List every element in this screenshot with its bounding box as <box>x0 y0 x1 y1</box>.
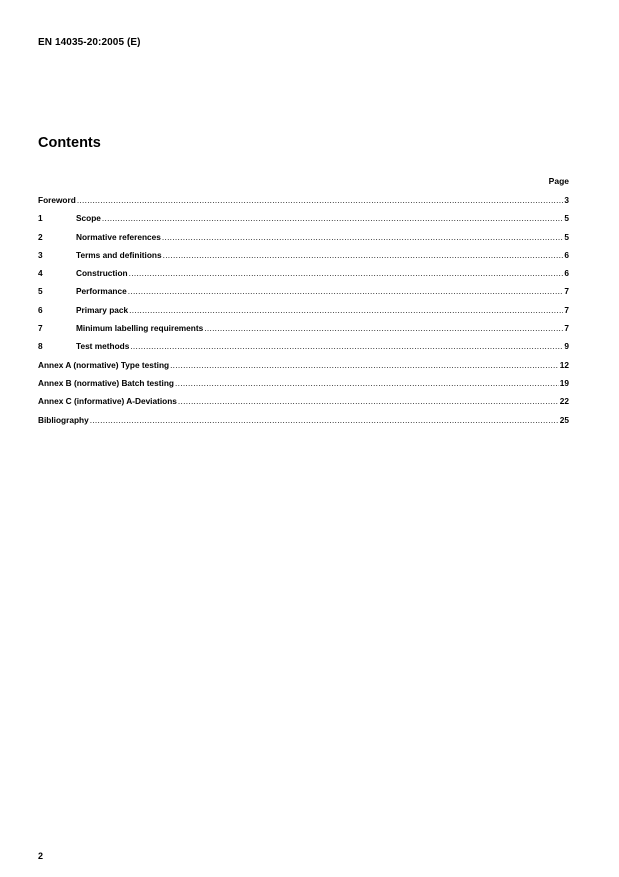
toc-entry-title: Primary pack <box>76 304 129 315</box>
toc-entry-primary-pack[interactable] <box>38 305 569 323</box>
toc-entry-construction[interactable] <box>38 268 569 286</box>
toc-entry-page: 6 <box>564 249 569 260</box>
toc-entry-annex-c[interactable] <box>38 396 569 414</box>
toc-entry-title: Annex B (normative) Batch testing <box>38 377 174 388</box>
toc-entry-title: Annex A (normative) Type testing <box>38 359 170 370</box>
toc-leader-dots <box>130 341 563 351</box>
toc-entry-number: 3 <box>38 249 43 260</box>
toc-entry-page: 12 <box>559 359 569 370</box>
toc-entry-page: 3 <box>564 195 569 205</box>
toc-entry-page: 5 <box>564 231 569 242</box>
toc-entry-title: Performance <box>76 286 127 297</box>
toc-entry-title: Foreword <box>38 195 76 205</box>
toc-entry-title: Construction <box>76 268 128 279</box>
toc-entry-minimum-labelling-requirements[interactable] <box>38 323 569 341</box>
toc-leader-dots <box>178 396 559 406</box>
toc-leader-dots <box>102 213 563 223</box>
toc-entry-title: Normative references <box>76 231 161 242</box>
table-of-contents <box>38 195 569 433</box>
toc-leader-dots <box>129 268 564 278</box>
toc-leader-dots <box>128 286 564 296</box>
toc-entry-page: 19 <box>559 377 569 388</box>
toc-entry-number: 2 <box>38 231 43 242</box>
toc-leader-dots <box>163 250 564 260</box>
toc-entry-number: 5 <box>38 286 43 297</box>
document-header: EN 14035-20:2005 (E) <box>38 37 141 48</box>
toc-entry-title: Minimum labelling requirements <box>76 323 204 334</box>
page-number: 2 <box>38 851 44 861</box>
toc-entry-page: 7 <box>564 304 569 315</box>
toc-entry-title: Scope <box>76 213 101 224</box>
toc-entry-annex-a[interactable] <box>38 360 569 378</box>
toc-entry-title: Bibliography <box>38 414 89 425</box>
toc-leader-dots <box>170 360 559 370</box>
page-column-label: Page <box>548 176 569 186</box>
toc-entry-performance[interactable] <box>38 286 569 304</box>
toc-entry-page: 6 <box>564 268 569 279</box>
toc-leader-dots <box>204 323 563 333</box>
toc-entry-number: 4 <box>38 268 43 279</box>
toc-entry-page: 7 <box>564 286 569 297</box>
toc-leader-dots <box>77 195 564 205</box>
toc-leader-dots <box>90 415 559 425</box>
toc-entry-number: 6 <box>38 304 43 315</box>
toc-entry-page: 7 <box>564 323 569 334</box>
toc-leader-dots <box>175 378 559 388</box>
toc-entry-number: 7 <box>38 323 43 334</box>
toc-entry-test-methods[interactable] <box>38 341 569 359</box>
toc-entry-bibliography[interactable] <box>38 415 569 433</box>
toc-entry-title: Terms and definitions <box>76 249 162 260</box>
toc-entry-scope[interactable] <box>38 213 569 231</box>
toc-entry-page: 22 <box>559 396 569 407</box>
toc-entry-terms-and-definitions[interactable] <box>38 250 569 268</box>
toc-entry-number: 1 <box>38 213 43 224</box>
toc-entry-normative-references[interactable] <box>38 232 569 250</box>
toc-entry-foreword[interactable] <box>38 195 569 213</box>
toc-entry-page: 9 <box>564 341 569 352</box>
toc-entry-page: 25 <box>559 414 569 425</box>
toc-entry-page: 5 <box>564 213 569 224</box>
toc-entry-number: 8 <box>38 341 43 352</box>
toc-entry-annex-b[interactable] <box>38 378 569 396</box>
contents-heading: Contents <box>38 135 101 151</box>
toc-leader-dots <box>129 305 563 315</box>
toc-entry-title: Annex C (informative) A-Deviations <box>38 396 177 407</box>
toc-entry-title: Test methods <box>76 341 130 352</box>
toc-leader-dots <box>162 232 564 242</box>
